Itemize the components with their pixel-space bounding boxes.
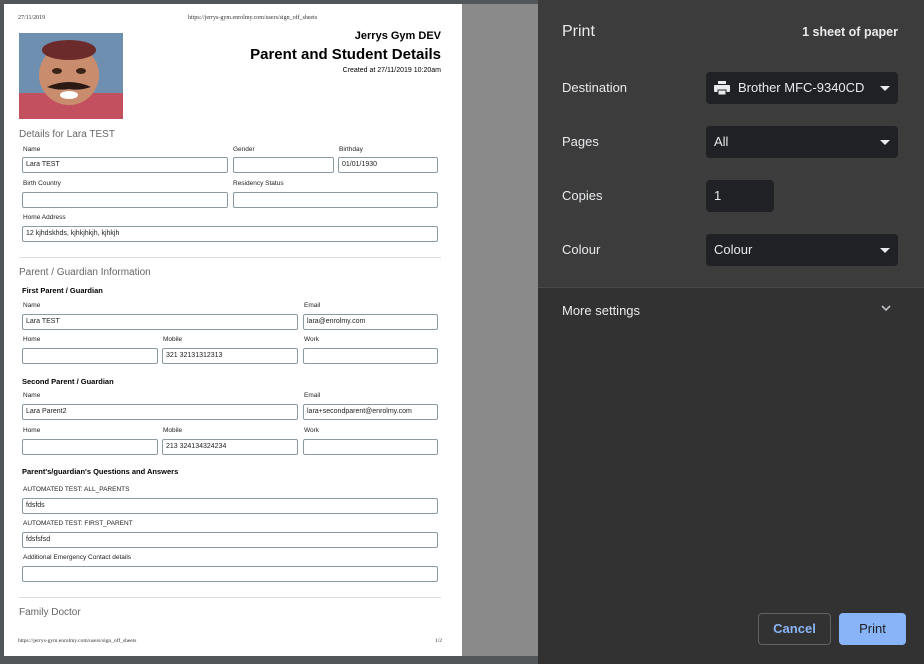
birth-country-field xyxy=(22,192,228,208)
student-name-field: Lara TEST xyxy=(22,157,228,173)
section-details-heading: Details for Lara TEST xyxy=(19,129,115,140)
more-settings-toggle[interactable]: More settings xyxy=(562,303,641,318)
second-parent-name-label: Name xyxy=(23,392,41,399)
second-parent-email-label: Email xyxy=(304,392,321,399)
page-title: Parent and Student Details xyxy=(250,46,441,63)
section-parent-heading: Parent / Guardian Information xyxy=(19,267,151,278)
page-number: 1/2 xyxy=(434,638,442,644)
destination-label: Destination xyxy=(562,80,628,95)
residency-label: Residency Status xyxy=(233,180,284,187)
print-settings-panel xyxy=(538,0,924,664)
org-name: Jerrys Gym DEV xyxy=(354,30,441,42)
first-parent-home-field xyxy=(22,348,158,364)
caret-down-icon xyxy=(880,86,890,91)
colour-select[interactable] xyxy=(706,234,898,266)
second-parent-work-field xyxy=(303,439,438,455)
first-parent-work-label: Work xyxy=(304,336,320,343)
pages-label: Pages xyxy=(562,134,599,149)
section-family-doctor-heading: Family Doctor xyxy=(19,607,81,618)
residency-field xyxy=(233,192,438,208)
pages-select[interactable] xyxy=(706,126,898,158)
first-parent-name-label: Name xyxy=(23,302,41,309)
copies-label: Copies xyxy=(562,188,603,203)
divider xyxy=(19,257,441,258)
qa-q2-label: AUTOMATED TEST: FIRST_PARENT xyxy=(23,520,133,527)
page-header-date: 27/11/2019 xyxy=(18,15,46,21)
print-title: Print xyxy=(562,23,595,40)
page-footer-url: https://jerrys-gym.enrolmy.com/users/sign_off_sheets xyxy=(18,638,137,644)
qa-q1-field: fdsfds xyxy=(22,498,438,514)
second-parent-work-label: Work xyxy=(304,427,320,434)
caret-down-icon xyxy=(880,140,890,145)
preview-gutter xyxy=(462,4,538,656)
print-settings-top xyxy=(538,0,924,288)
second-parent-home-label: Home xyxy=(23,427,41,434)
qa-q3-label: Additional Emergency Contact details xyxy=(23,554,132,561)
destination-value: Brother MFC-9340CDW xyxy=(738,80,877,95)
first-parent-heading: First Parent / Guardian xyxy=(22,286,103,295)
first-parent-email-label: Email xyxy=(304,302,321,309)
pages-value: All xyxy=(714,134,729,149)
sheet-count: 1 sheet of paper xyxy=(802,25,898,39)
preview-page xyxy=(4,4,462,656)
created-at: Created at 27/11/2019 10:20am xyxy=(342,67,441,74)
student-birthday-field: 01/01/1930 xyxy=(338,157,438,173)
second-parent-email-field: lara+secondparent@enrolmy.com xyxy=(303,404,438,420)
student-name-label: Name xyxy=(23,146,41,153)
first-parent-home-label: Home xyxy=(23,336,41,343)
qa-q2-field: fdsfsfsd xyxy=(22,532,438,548)
print-button[interactable]: Print xyxy=(839,613,906,645)
chevron-down-icon[interactable] xyxy=(880,302,892,314)
second-parent-mobile-label: Mobile xyxy=(163,427,183,434)
second-parent-name-field: Lara Parent2 xyxy=(22,404,298,420)
qa-q3-field xyxy=(22,566,438,582)
first-parent-work-field xyxy=(303,348,438,364)
first-parent-email-field: lara@enrolmy.com xyxy=(303,314,438,330)
student-gender-field xyxy=(233,157,334,173)
copies-input[interactable]: 1 xyxy=(706,180,774,212)
birth-country-label: Birth Country xyxy=(23,180,61,187)
first-parent-name-field: Lara TEST xyxy=(22,314,298,330)
second-parent-heading: Second Parent / Guardian xyxy=(22,377,114,386)
student-gender-label: Gender xyxy=(233,146,255,153)
colour-value: Colour xyxy=(714,242,753,257)
student-birthday-label: Birthday xyxy=(339,146,363,153)
home-address-field: 12 kjhdskhds, kjhkjhkjh, kjhkjh xyxy=(22,226,438,242)
cancel-button[interactable]: Cancel xyxy=(758,613,831,645)
second-parent-mobile-field: 213 324134324234 xyxy=(162,439,298,455)
first-parent-mobile-label: Mobile xyxy=(163,336,183,343)
home-address-label: Home Address xyxy=(23,214,66,221)
student-photo xyxy=(19,33,123,119)
colour-label: Colour xyxy=(562,242,601,257)
destination-select[interactable] xyxy=(706,72,898,104)
qa-heading: Parent's/guardian's Questions and Answers xyxy=(22,467,179,476)
caret-down-icon xyxy=(880,248,890,253)
divider xyxy=(19,597,441,598)
second-parent-home-field xyxy=(22,439,158,455)
page-header-url: https://jerrys-gym.enrolmy.com/users/sign_off_sheets xyxy=(188,15,318,21)
printer-icon xyxy=(714,81,730,95)
qa-q1-label: AUTOMATED TEST: ALL_PARENTS xyxy=(23,486,130,493)
first-parent-mobile-field: 321 32131312313 xyxy=(162,348,298,364)
